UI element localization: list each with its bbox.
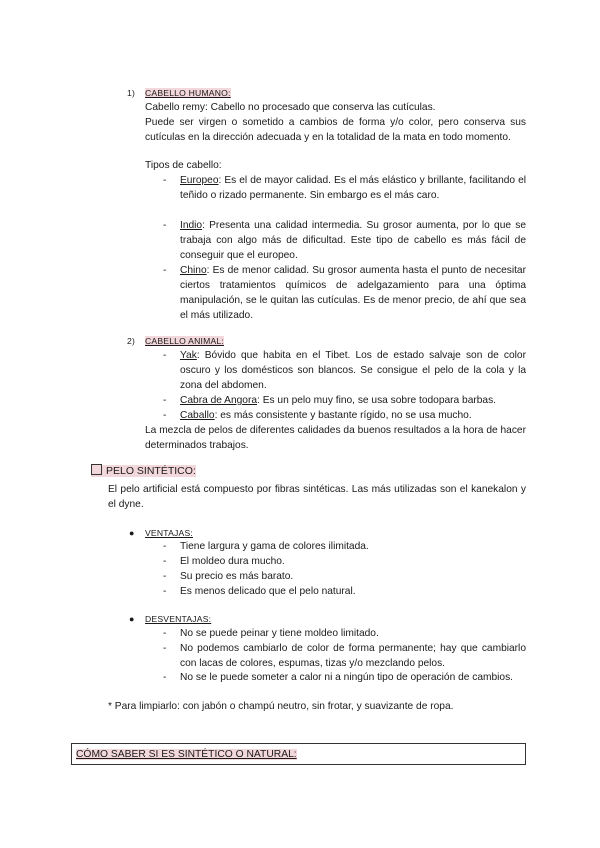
list-item-chino: - Chino: Es de menor calidad. Su grosor aumenta hasta el punto de necesitar ciertos tratamientos químicos de adelgazamiento para una óptima manipulación, se le quitan las cutículas. Es de menor precio, de ahí que sea el más utilizado. [163, 265, 526, 321]
list-item-ventaja: - El moldeo dura mucho. [163, 556, 285, 567]
ventaja-text: Su precio es más barato. [180, 571, 294, 582]
ventajas-label: VENTAJAS: [145, 528, 193, 538]
list-item-cabra-de-angora: - Cabra de Angora: Es un pelo muy fino, se usa sobre todopara barbas. [163, 395, 497, 406]
paragraph-intro-sintetico: El pelo artificial está compuesto por fibras sintéticas. Las más utilizadas son el kanekalon y el dyne. [108, 484, 526, 510]
paragraph-remy: Cabello remy: Cabello no procesado que conserva las cutículas. [145, 102, 436, 113]
checkbox-icon [91, 464, 102, 475]
section-number: 2) [127, 336, 136, 346]
ventaja-text: El moldeo dura mucho. [180, 556, 285, 567]
desventaja-text: No podemos cambiarlo de color de forma permanente; hay que cambiarlo con lacas de colores, espumas, tizas y/o mezclando pelos. [180, 643, 526, 669]
section-title: CÓMO SABER SI ES SINTÉTICO O NATURAL: [76, 749, 297, 760]
type-name: Chino [180, 265, 207, 276]
ventaja-text: Es menos delicado que el pelo natural. [180, 586, 356, 597]
type-description: : es más consistente y bastante rígido, no se usa mucho. [214, 410, 472, 421]
type-name: Indio [180, 220, 203, 231]
type-name: Caballo [180, 410, 215, 421]
type-description: : Bóvido que habita en el Tibet. Los de estado salvaje son de color oscuro y los domésticos son blancos. Se consigue el pelo de la cola y la zona del abdomen. [180, 350, 526, 391]
section-heading-pelo-sintetico [91, 464, 196, 479]
type-name: Yak [180, 350, 197, 361]
type-description: : Es de menor calidad. Su grosor aumenta hasta el punto de necesitar ciertos tratamientos químicos de adelgazamiento para una óptima manipulación, se le quitan las cutículas. Es de menor precio, de ahí que sea el más utilizado. [180, 265, 526, 321]
paragraph-tipos-label: Tipos de cabello: [145, 160, 222, 171]
section-heading-cabello-humano [127, 86, 231, 101]
type-description: : Es un pelo muy fino, se usa sobre todopara barbas. [257, 395, 497, 406]
paragraph-virgen: Puede ser virgen o sometido a cambios de forma y/o color, pero conserva sus cutículas en la dirección adecuada y en la totalidad de la mata en todo momento. [145, 117, 526, 143]
list-item-desventaja: - No podemos cambiarlo de color de forma permanente; hay que cambiarlo con lacas de colores, espumas, tizas y/o mezclando pelos. [163, 643, 526, 669]
bullet-desventajas: ● DESVENTAJAS: [129, 614, 212, 624]
type-name: Cabra de Angora [180, 395, 258, 406]
type-name: Europeo [180, 175, 219, 186]
type-description: : Es el de mayor calidad. Es el más elástico y brillante, facilitando el teñido o rizado permanente. Sin embargo es el más caro. [180, 175, 526, 201]
section-number: 1) [127, 88, 136, 98]
desventaja-text: No se puede peinar y tiene moldeo limitado. [180, 628, 379, 639]
list-item-ventaja: - Tiene largura y gama de colores ilimitada. [163, 541, 369, 552]
list-item-desventaja: - No se puede peinar y tiene moldeo limitado. [163, 626, 526, 641]
section-title: CABELLO HUMANO: [145, 88, 231, 98]
paragraph-limpiarlo: * Para limpiarlo: con jabón o champú neutro, sin frotar, y suavizante de ropa. [108, 701, 454, 712]
desventaja-text: No se le puede someter a calor ni a ningún tipo de operación de cambios. [180, 672, 513, 683]
paragraph-mezcla: La mezcla de pelos de diferentes calidades da buenos resultados a la hora de hacer determinados trabajos. [145, 425, 526, 451]
section-title: CABELLO ANIMAL: [145, 336, 224, 346]
list-item-europeo: - Europeo: Es el de mayor calidad. Es el más elástico y brillante, facilitando el teñido o rizado permanente. Sin embargo es el más caro. [163, 175, 526, 201]
section-title: PELO SINTÉTICO: [106, 465, 196, 477]
boxed-heading-como-saber [71, 743, 526, 765]
bullet-ventajas: ● VENTAJAS: [129, 528, 193, 538]
ventaja-text: Tiene largura y gama de colores ilimitada. [180, 541, 369, 552]
section-heading-cabello-animal [127, 334, 224, 349]
list-item-ventaja: - Su precio es más barato. [163, 571, 294, 582]
list-item-ventaja: - Es menos delicado que el pelo natural. [163, 586, 356, 597]
type-description: : Presenta una calidad intermedia. Su grosor aumenta, por lo que se trabaja con algo más de dificultad. Este tipo de cabello es más fácil de conseguir que el europeo. [180, 220, 526, 261]
list-item-caballo: - Caballo: es más consistente y bastante rígido, no se usa mucho. [163, 410, 472, 421]
list-item-indio: - Indio: Presenta una calidad intermedia. Su grosor aumenta, por lo que se trabaja con algo más de dificultad. Este tipo de cabello es más fácil de conseguir que el europeo. [163, 220, 526, 261]
desventajas-label: DESVENTAJAS: [145, 614, 212, 624]
list-item-yak: - Yak: Bóvido que habita en el Tibet. Los de estado salvaje son de color oscuro y los domésticos son blancos. Se consigue el pelo de la cola y la zona del abdomen. [163, 350, 526, 391]
list-item-desventaja: - No se le puede someter a calor ni a ningún tipo de operación de cambios. [163, 670, 526, 685]
